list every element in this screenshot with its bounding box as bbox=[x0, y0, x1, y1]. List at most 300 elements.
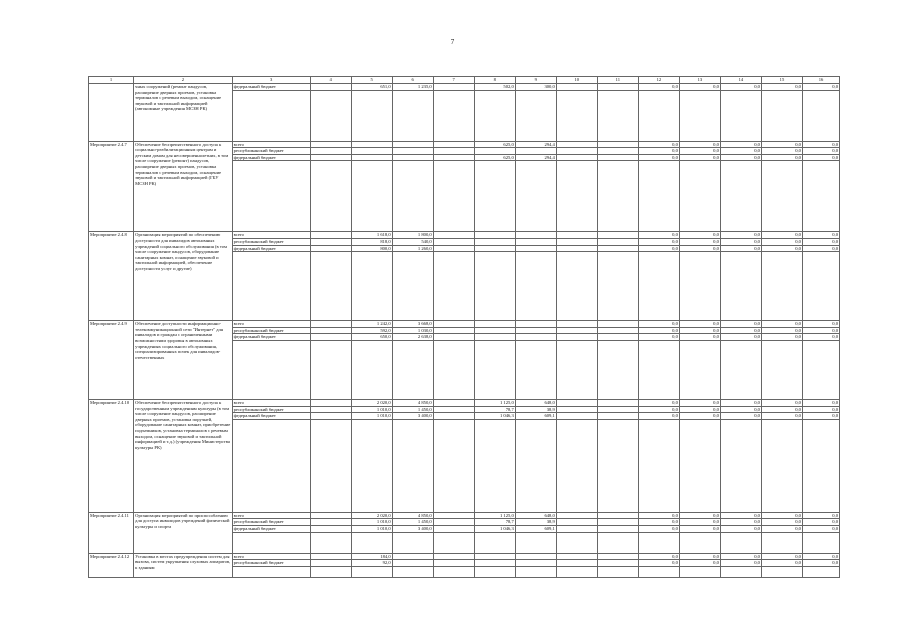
value-cell: 0,0 bbox=[720, 560, 761, 567]
funding-source-cell: федеральный бюджет bbox=[232, 154, 310, 161]
value-cell: 650,0 bbox=[351, 334, 392, 341]
value-cell: 0,0 bbox=[802, 321, 839, 328]
value-cell: 1 242,0 bbox=[351, 321, 392, 328]
empty-cell bbox=[310, 525, 351, 532]
empty-cell bbox=[556, 84, 597, 91]
table-row bbox=[89, 84, 840, 91]
value-cell: 0,0 bbox=[761, 525, 802, 532]
empty-cell bbox=[433, 419, 474, 512]
funding-source-cell: федеральный бюджет bbox=[232, 245, 310, 252]
value-cell: 0,0 bbox=[802, 406, 839, 413]
value-cell: 0,0 bbox=[720, 413, 761, 420]
measure-id-cell bbox=[89, 84, 134, 142]
value-cell: 0,0 bbox=[638, 406, 679, 413]
empty-cell bbox=[310, 553, 351, 560]
empty-cell bbox=[597, 245, 638, 252]
value-cell: 1 030,0 bbox=[392, 327, 433, 334]
empty-cell bbox=[597, 84, 638, 91]
empty-cell bbox=[515, 90, 556, 141]
empty-cell bbox=[597, 141, 638, 148]
value-cell bbox=[474, 560, 515, 567]
empty-cell bbox=[556, 327, 597, 334]
empty-cell bbox=[802, 161, 839, 232]
empty-cell bbox=[597, 512, 638, 519]
value-cell: 294,4 bbox=[515, 141, 556, 148]
empty-cell bbox=[232, 340, 310, 399]
value-cell bbox=[392, 141, 433, 148]
empty-cell bbox=[597, 161, 638, 232]
empty-cell bbox=[720, 90, 761, 141]
value-cell: 0,0 bbox=[720, 141, 761, 148]
empty-cell bbox=[351, 340, 392, 399]
empty-cell bbox=[351, 161, 392, 232]
page-number: 7 bbox=[450, 38, 455, 46]
measure-id-cell: Мероприятие 2.4.12 bbox=[89, 553, 134, 577]
empty-cell bbox=[597, 532, 638, 553]
empty-cell bbox=[310, 141, 351, 148]
empty-cell bbox=[433, 141, 474, 148]
empty-cell bbox=[556, 148, 597, 155]
empty-cell bbox=[597, 232, 638, 239]
value-cell: 1 450,0 bbox=[392, 406, 433, 413]
value-cell: 0,0 bbox=[638, 84, 679, 91]
value-cell: 651,0 bbox=[351, 84, 392, 91]
empty-cell bbox=[433, 238, 474, 245]
empty-cell bbox=[597, 413, 638, 420]
empty-cell bbox=[392, 419, 433, 512]
empty-cell bbox=[310, 532, 351, 553]
empty-cell bbox=[556, 399, 597, 406]
empty-cell bbox=[597, 553, 638, 560]
empty-cell bbox=[392, 252, 433, 321]
value-cell: 0,0 bbox=[761, 148, 802, 155]
empty-cell bbox=[433, 334, 474, 341]
value-cell: 0,0 bbox=[720, 399, 761, 406]
value-cell: 0,0 bbox=[720, 154, 761, 161]
value-cell: 1 800,0 bbox=[392, 232, 433, 239]
empty-cell bbox=[679, 566, 720, 577]
value-cell: 0,0 bbox=[679, 141, 720, 148]
empty-cell bbox=[638, 532, 679, 553]
empty-cell bbox=[556, 238, 597, 245]
funding-source-cell: всего bbox=[232, 399, 310, 406]
empty-cell bbox=[802, 532, 839, 553]
value-cell bbox=[392, 553, 433, 560]
empty-cell bbox=[556, 90, 597, 141]
empty-cell bbox=[433, 84, 474, 91]
empty-cell bbox=[310, 90, 351, 141]
empty-cell bbox=[761, 90, 802, 141]
value-cell bbox=[392, 148, 433, 155]
empty-cell bbox=[515, 340, 556, 399]
empty-cell bbox=[351, 532, 392, 553]
empty-cell bbox=[556, 141, 597, 148]
value-cell: 1 260,0 bbox=[392, 245, 433, 252]
empty-cell bbox=[638, 566, 679, 577]
value-cell: 0,0 bbox=[802, 245, 839, 252]
empty-cell bbox=[433, 340, 474, 399]
column-header: 5 bbox=[351, 77, 392, 84]
empty-cell bbox=[474, 252, 515, 321]
empty-cell bbox=[556, 340, 597, 399]
empty-cell bbox=[638, 161, 679, 232]
empty-cell bbox=[679, 419, 720, 512]
empty-cell bbox=[761, 340, 802, 399]
value-cell: 0,0 bbox=[638, 519, 679, 526]
empty-cell bbox=[433, 413, 474, 420]
column-header: 8 bbox=[474, 77, 515, 84]
value-cell: 0,0 bbox=[638, 512, 679, 519]
empty-cell bbox=[515, 252, 556, 321]
measure-description-cell: Обеспечение беспрепятственного доступа к государственным учреждениям культуры (в том числе сооружение пандусов, расширение дверных проемов, установка поручней, оборудование санитарных комнат, приобретение подъемников, установка терминалов с речевым выходом, оснащение звуковой и тактильной информацией и т.д.) (учреждения Министерства культуры РК) bbox=[134, 399, 232, 512]
funding-source-cell: республиканский бюджет bbox=[232, 560, 310, 567]
value-cell bbox=[351, 154, 392, 161]
empty-cell bbox=[597, 238, 638, 245]
empty-cell bbox=[433, 321, 474, 328]
value-cell bbox=[392, 154, 433, 161]
empty-cell bbox=[351, 566, 392, 577]
column-header: 9 bbox=[515, 77, 556, 84]
empty-cell bbox=[433, 90, 474, 141]
value-cell: 502,0 bbox=[474, 84, 515, 91]
value-cell: 800,0 bbox=[351, 245, 392, 252]
empty-cell bbox=[515, 566, 556, 577]
value-cell bbox=[474, 245, 515, 252]
empty-cell bbox=[310, 148, 351, 155]
measure-description-cell: Установка в местах предупреждения систем для вызова, систем укрупнения слуховых аппаратов, к зданиям bbox=[134, 553, 232, 577]
value-cell: 2 020,0 bbox=[351, 399, 392, 406]
value-cell bbox=[474, 553, 515, 560]
value-cell: 2 638,0 bbox=[392, 334, 433, 341]
empty-cell bbox=[310, 413, 351, 420]
empty-cell bbox=[761, 566, 802, 577]
value-cell: 0,0 bbox=[679, 321, 720, 328]
table-row bbox=[89, 321, 840, 328]
empty-cell bbox=[392, 532, 433, 553]
value-cell: 78,7 bbox=[474, 519, 515, 526]
empty-cell bbox=[310, 154, 351, 161]
empty-cell bbox=[433, 553, 474, 560]
value-cell: 0,0 bbox=[638, 245, 679, 252]
value-cell: 0,0 bbox=[679, 553, 720, 560]
empty-cell bbox=[638, 419, 679, 512]
value-cell: 0,0 bbox=[720, 321, 761, 328]
empty-cell bbox=[433, 519, 474, 526]
value-cell: 0,0 bbox=[638, 327, 679, 334]
value-cell bbox=[515, 560, 556, 567]
empty-cell bbox=[556, 419, 597, 512]
value-cell bbox=[474, 232, 515, 239]
measure-id-cell: Мероприятие 2.4.10 bbox=[89, 399, 134, 512]
value-cell bbox=[474, 321, 515, 328]
table-row bbox=[89, 553, 840, 560]
empty-cell bbox=[597, 154, 638, 161]
value-cell: 78,7 bbox=[474, 406, 515, 413]
value-cell: 0,0 bbox=[679, 232, 720, 239]
empty-cell bbox=[310, 327, 351, 334]
empty-cell bbox=[433, 232, 474, 239]
empty-cell bbox=[802, 90, 839, 141]
empty-cell bbox=[679, 532, 720, 553]
value-cell: 0,0 bbox=[720, 327, 761, 334]
column-header: 11 bbox=[597, 77, 638, 84]
value-cell: 0,0 bbox=[720, 334, 761, 341]
value-cell: 625,0 bbox=[474, 141, 515, 148]
empty-cell bbox=[310, 512, 351, 519]
value-cell: 0,0 bbox=[720, 238, 761, 245]
empty-cell bbox=[556, 512, 597, 519]
value-cell bbox=[515, 238, 556, 245]
value-cell: 609,1 bbox=[515, 525, 556, 532]
empty-cell bbox=[761, 532, 802, 553]
empty-cell bbox=[556, 154, 597, 161]
value-cell: 1 010,0 bbox=[351, 525, 392, 532]
table-body bbox=[89, 77, 840, 578]
empty-cell bbox=[433, 525, 474, 532]
funding-source-cell: республиканский бюджет bbox=[232, 519, 310, 526]
empty-cell bbox=[433, 148, 474, 155]
value-cell: 0,0 bbox=[638, 238, 679, 245]
empty-cell bbox=[761, 419, 802, 512]
value-cell: 0,0 bbox=[802, 238, 839, 245]
value-cell bbox=[474, 148, 515, 155]
value-cell: 1 010,0 bbox=[351, 519, 392, 526]
value-cell: 0,0 bbox=[720, 148, 761, 155]
value-cell: 0,0 bbox=[679, 519, 720, 526]
empty-cell bbox=[679, 252, 720, 321]
value-cell bbox=[515, 321, 556, 328]
value-cell: 648,0 bbox=[515, 512, 556, 519]
value-cell: 0,0 bbox=[638, 148, 679, 155]
empty-cell bbox=[474, 419, 515, 512]
value-cell: 0,0 bbox=[638, 399, 679, 406]
value-cell: 1 046,3 bbox=[474, 525, 515, 532]
value-cell: 625,0 bbox=[474, 154, 515, 161]
value-cell: 0,0 bbox=[761, 399, 802, 406]
column-header: 2 bbox=[134, 77, 232, 84]
empty-cell bbox=[310, 84, 351, 91]
empty-cell bbox=[310, 340, 351, 399]
empty-cell bbox=[597, 334, 638, 341]
empty-cell bbox=[802, 419, 839, 512]
value-cell: 0,0 bbox=[761, 553, 802, 560]
value-cell: 1 010,0 bbox=[351, 406, 392, 413]
empty-cell bbox=[474, 340, 515, 399]
value-cell: 2 020,0 bbox=[351, 512, 392, 519]
value-cell bbox=[351, 148, 392, 155]
value-cell: 0,0 bbox=[761, 406, 802, 413]
value-cell: 0,0 bbox=[679, 512, 720, 519]
value-cell: 0,0 bbox=[761, 238, 802, 245]
value-cell: 0,0 bbox=[679, 327, 720, 334]
empty-cell bbox=[556, 321, 597, 328]
empty-cell bbox=[556, 161, 597, 232]
value-cell: 0,0 bbox=[638, 154, 679, 161]
empty-cell bbox=[433, 560, 474, 567]
value-cell: 0,0 bbox=[761, 512, 802, 519]
empty-cell bbox=[310, 161, 351, 232]
empty-cell bbox=[232, 532, 310, 553]
column-header: 6 bbox=[392, 77, 433, 84]
empty-cell bbox=[720, 340, 761, 399]
empty-cell bbox=[556, 519, 597, 526]
empty-cell bbox=[556, 532, 597, 553]
empty-cell bbox=[232, 161, 310, 232]
value-cell: 0,0 bbox=[638, 413, 679, 420]
empty-cell bbox=[351, 252, 392, 321]
empty-cell bbox=[433, 512, 474, 519]
empty-cell bbox=[802, 566, 839, 577]
value-cell: 0,0 bbox=[802, 413, 839, 420]
empty-cell bbox=[232, 252, 310, 321]
value-cell: 38,9 bbox=[515, 519, 556, 526]
empty-cell bbox=[351, 419, 392, 512]
value-cell: 1 125,0 bbox=[474, 399, 515, 406]
value-cell: 0,0 bbox=[720, 553, 761, 560]
empty-cell bbox=[679, 161, 720, 232]
empty-cell bbox=[232, 566, 310, 577]
value-cell bbox=[515, 148, 556, 155]
funding-source-cell: республиканский бюджет bbox=[232, 406, 310, 413]
value-cell bbox=[474, 238, 515, 245]
empty-cell bbox=[310, 399, 351, 406]
empty-cell bbox=[474, 161, 515, 232]
table-row bbox=[89, 141, 840, 148]
table-row bbox=[89, 399, 840, 406]
value-cell: 0,0 bbox=[638, 334, 679, 341]
column-header: 1 bbox=[89, 77, 134, 84]
empty-cell bbox=[556, 245, 597, 252]
empty-cell bbox=[556, 560, 597, 567]
empty-cell bbox=[474, 532, 515, 553]
empty-cell bbox=[556, 566, 597, 577]
value-cell bbox=[474, 327, 515, 334]
budget-table bbox=[88, 76, 840, 578]
empty-cell bbox=[392, 340, 433, 399]
value-cell: 0,0 bbox=[720, 406, 761, 413]
empty-cell bbox=[310, 245, 351, 252]
value-cell bbox=[392, 560, 433, 567]
value-cell: 0,0 bbox=[761, 154, 802, 161]
value-cell: 0,0 bbox=[761, 413, 802, 420]
value-cell: 0,0 bbox=[802, 512, 839, 519]
value-cell: 609,1 bbox=[515, 413, 556, 420]
empty-cell bbox=[515, 161, 556, 232]
empty-cell bbox=[310, 252, 351, 321]
value-cell: 0,0 bbox=[720, 512, 761, 519]
measure-description-cell: Организация мероприятий по обеспечению доступности для инвалидов автономных учреждений социального обслуживания (в том числе сооружение пандусов, оборудование санитарных комнат, оснащение звуковой и тактильной информацией, обеспечение доступности услуг и другие) bbox=[134, 232, 232, 321]
empty-cell bbox=[556, 406, 597, 413]
funding-source-cell: республиканский бюджет bbox=[232, 327, 310, 334]
value-cell: 1 450,0 bbox=[392, 519, 433, 526]
value-cell: 184,0 bbox=[351, 553, 392, 560]
value-cell: 0,0 bbox=[802, 141, 839, 148]
empty-cell bbox=[310, 321, 351, 328]
value-cell: 0,0 bbox=[638, 560, 679, 567]
column-header: 4 bbox=[310, 77, 351, 84]
empty-cell bbox=[597, 525, 638, 532]
column-header: 15 bbox=[761, 77, 802, 84]
empty-cell bbox=[556, 232, 597, 239]
empty-cell bbox=[392, 161, 433, 232]
funding-source-cell: всего bbox=[232, 141, 310, 148]
value-cell: 0,0 bbox=[802, 148, 839, 155]
column-header: 16 bbox=[802, 77, 839, 84]
value-cell: 0,0 bbox=[802, 399, 839, 406]
empty-cell bbox=[556, 252, 597, 321]
empty-cell bbox=[720, 161, 761, 232]
measure-id-cell: Мероприятие 2.4.9 bbox=[89, 321, 134, 400]
value-cell: 0,0 bbox=[802, 560, 839, 567]
empty-cell bbox=[556, 334, 597, 341]
value-cell bbox=[515, 245, 556, 252]
empty-cell bbox=[761, 252, 802, 321]
empty-cell bbox=[556, 525, 597, 532]
empty-cell bbox=[392, 90, 433, 141]
measure-id-cell: Мероприятие 2.4.8 bbox=[89, 232, 134, 321]
empty-cell bbox=[679, 90, 720, 141]
empty-cell bbox=[515, 419, 556, 512]
value-cell: 0,0 bbox=[761, 327, 802, 334]
value-cell: 0,0 bbox=[802, 334, 839, 341]
value-cell: 0,0 bbox=[720, 84, 761, 91]
value-cell: 0,0 bbox=[638, 525, 679, 532]
value-cell: 0,0 bbox=[761, 232, 802, 239]
value-cell: 648,0 bbox=[515, 399, 556, 406]
empty-cell bbox=[638, 252, 679, 321]
value-cell bbox=[515, 327, 556, 334]
empty-cell bbox=[474, 566, 515, 577]
value-cell: 1 618,0 bbox=[351, 232, 392, 239]
empty-cell bbox=[597, 321, 638, 328]
funding-source-cell: всего bbox=[232, 512, 310, 519]
value-cell: 300,0 bbox=[515, 84, 556, 91]
empty-cell bbox=[556, 413, 597, 420]
funding-source-cell: федеральный бюджет bbox=[232, 84, 310, 91]
empty-cell bbox=[597, 252, 638, 321]
empty-cell bbox=[310, 334, 351, 341]
value-cell: 0,0 bbox=[638, 553, 679, 560]
measure-description-cell: Обеспечение доступности информационно-телекоммуникационной сети "Интернет" для инвалидов и граждан с ограниченными возможностями здоровья в автономных учреждениях социального обслуживания, специализированных почек для инвалидов-отечественных bbox=[134, 321, 232, 400]
empty-cell bbox=[433, 406, 474, 413]
empty-cell bbox=[474, 90, 515, 141]
value-cell: 0,0 bbox=[679, 238, 720, 245]
funding-source-cell: республиканский бюджет bbox=[232, 148, 310, 155]
column-header: 14 bbox=[720, 77, 761, 84]
funding-source-cell: республиканский бюджет bbox=[232, 238, 310, 245]
empty-cell bbox=[433, 532, 474, 553]
empty-cell bbox=[392, 566, 433, 577]
funding-source-cell: федеральный бюджет bbox=[232, 525, 310, 532]
value-cell: 0,0 bbox=[638, 232, 679, 239]
value-cell: 38,9 bbox=[515, 406, 556, 413]
value-cell: 0,0 bbox=[638, 141, 679, 148]
column-header: 7 bbox=[433, 77, 474, 84]
empty-cell bbox=[310, 238, 351, 245]
table-row bbox=[89, 232, 840, 239]
empty-cell bbox=[597, 148, 638, 155]
value-cell: 0,0 bbox=[802, 232, 839, 239]
value-cell: 0,0 bbox=[679, 334, 720, 341]
value-cell: 0,0 bbox=[720, 232, 761, 239]
value-cell: 3 400,0 bbox=[392, 413, 433, 420]
value-cell: 0,0 bbox=[679, 154, 720, 161]
empty-cell bbox=[597, 90, 638, 141]
funding-source-cell: федеральный бюджет bbox=[232, 334, 310, 341]
value-cell bbox=[351, 141, 392, 148]
value-cell: 1 235,0 bbox=[392, 84, 433, 91]
empty-cell bbox=[310, 566, 351, 577]
